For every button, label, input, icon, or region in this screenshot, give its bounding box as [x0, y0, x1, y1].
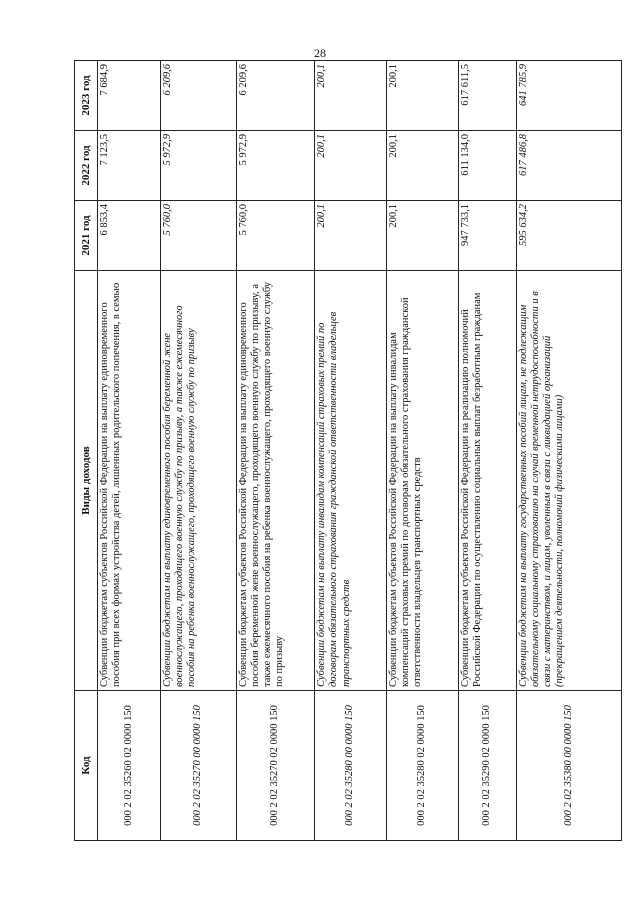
row-description: Субвенции бюджетам на выплату инвалидам компенсаций страховых премий по договорам обязательного страхования гражданской ответственности владельцев транспортных средств	[315, 271, 387, 691]
row-value-2021: 200,1	[315, 201, 387, 271]
row-description: Субвенции бюджетам субъектов Российской Федерации на реализацию полномочий Российской Федерации по осуществлению социальных выплат безработным гражданам	[458, 271, 516, 691]
row-value-2022: 5 972,9	[160, 131, 236, 201]
row-value-2021: 595 634,2	[516, 201, 621, 271]
row-value-2022: 617 486,8	[516, 131, 621, 201]
table-row	[315, 61, 387, 841]
row-value-2023: 200,1	[315, 61, 387, 131]
row-description: Субвенции бюджетам субъектов Российской Федерации на выплату единовременного пособия при всех формах устройства детей, лишенных родительского попечения, в семью	[98, 271, 161, 691]
row-code: 000 2 02 35380 00 0000 150	[516, 691, 621, 841]
table-row	[98, 61, 161, 841]
row-value-2021: 200,1	[386, 201, 458, 271]
row-value-2023: 617 611,5	[458, 61, 516, 131]
row-value-2021: 6 853,4	[98, 201, 161, 271]
row-description: Субвенции бюджетам на выплату единовременного пособия беременной жене военнослужащего, проходящего военную службу по призыву, а также ежемесячного пособия на ребенка военнослужащего, проходящего военную службу по призыву	[160, 271, 236, 691]
row-value-2022: 611 134,0	[458, 131, 516, 201]
row-value-2021: 947 733,1	[458, 201, 516, 271]
row-value-2023: 7 684,9	[98, 61, 161, 131]
header-2021: 2021 год	[75, 201, 98, 271]
revenue-table	[74, 60, 622, 841]
row-value-2023: 6 209,6	[160, 61, 236, 131]
row-description: Субвенции бюджетам на выплату государственных пособий лицам, не подлежащим обязательному социальному страхованию на случай временной нетрудоспособности и в связи с материнством, и лицам, уволенным в связи с ликвидацией организаций (прекращением деятельности, полномочий физическими лицами)	[516, 271, 621, 691]
row-code: 000 2 02 35280 02 0000 150	[386, 691, 458, 841]
row-code: 000 2 02 35260 02 0000 150	[98, 691, 161, 841]
table-row	[458, 61, 516, 841]
row-code: 000 2 02 35290 02 0000 150	[458, 691, 516, 841]
header-code: Код	[75, 691, 98, 841]
header-2022: 2022 год	[75, 131, 98, 201]
table-row	[386, 61, 458, 841]
row-value-2022: 200,1	[386, 131, 458, 201]
row-value-2021: 5 760,0	[236, 201, 314, 271]
table-row	[516, 61, 621, 841]
header-revenue-type: Виды доходов	[75, 271, 98, 691]
row-value-2023: 200,1	[386, 61, 458, 131]
row-value-2021: 5 760,0	[160, 201, 236, 271]
row-code: 000 2 02 35270 00 0000 150	[160, 691, 236, 841]
table-row	[236, 61, 314, 841]
table-row	[160, 61, 236, 841]
page-number: 28	[314, 46, 326, 60]
row-value-2022: 5 972,9	[236, 131, 314, 201]
header-2023: 2023 год	[75, 61, 98, 131]
rotated-table-container	[74, 61, 622, 841]
row-code: 000 2 02 35280 00 0000 150	[315, 691, 387, 841]
row-description: Субвенции бюджетам субъектов Российской Федерации на выплату единовременного пособия беременной жене военнослужащего, проходящего военную службу по призыву, а также ежемесячного пособия на ребенка военнослужащего, проходящего военную службу по призыву	[236, 271, 314, 691]
table-header-row	[75, 61, 98, 841]
row-description: Субвенции бюджетам субъектов Российской Федерации на выплату инвалидам компенсаций страховых премий по договорам обязательного страхования гражданской ответственности владельцев транспортных средств	[386, 271, 458, 691]
row-value-2022: 7 123,5	[98, 131, 161, 201]
row-value-2023: 6 209,6	[236, 61, 314, 131]
row-value-2023: 641 785,9	[516, 61, 621, 131]
row-value-2022: 200,1	[315, 131, 387, 201]
row-code: 000 2 02 35270 02 0000 150	[236, 691, 314, 841]
